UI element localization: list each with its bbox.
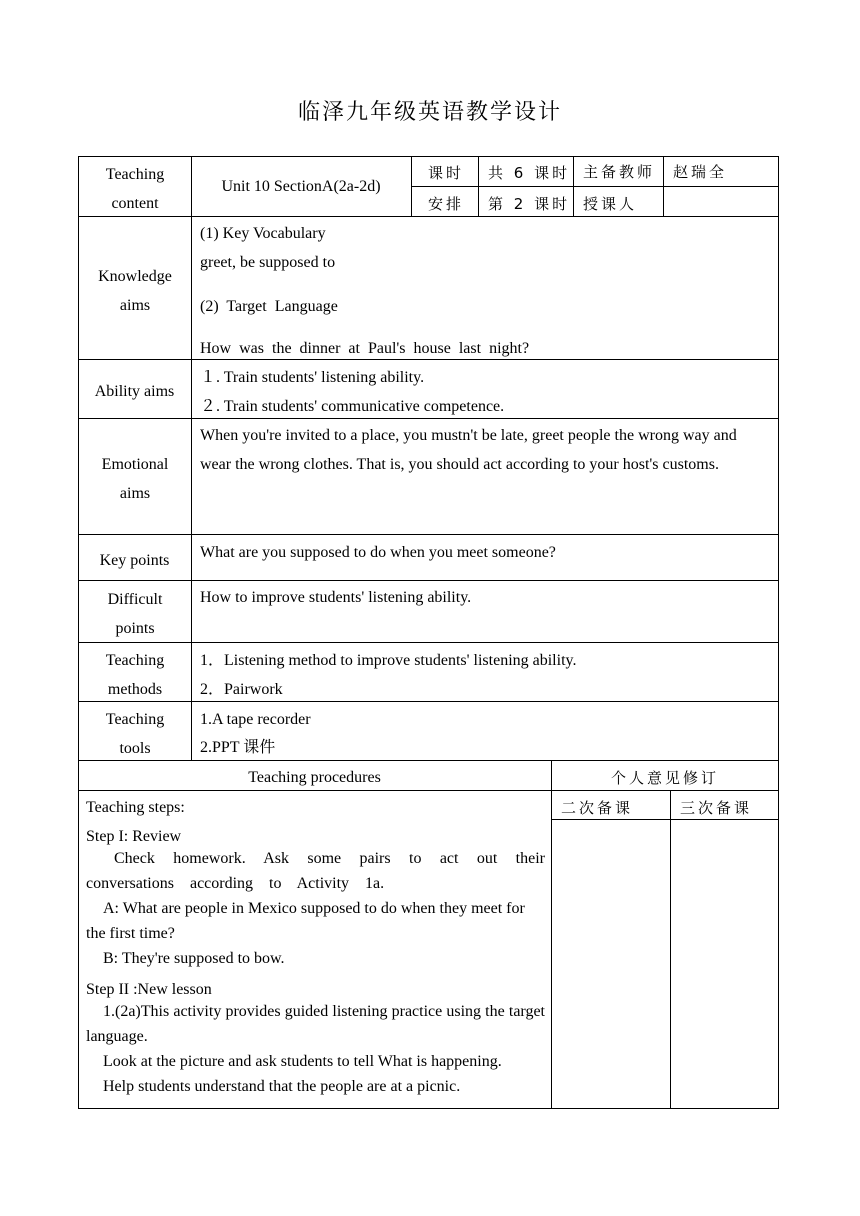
tools-label: Teaching tools <box>105 711 165 757</box>
lead-teacher-label: 主备教师 <box>583 163 656 181</box>
step2-help: Help students understand that the people are at a picnic. <box>103 1078 461 1095</box>
content-value: Unit 10 SectionA(2a-2d) <box>221 178 381 195</box>
knowledge-line-4: How was the dinner at Paul's house last night? <box>200 340 530 357</box>
knowledge-line-1: (1) Key Vocabulary <box>200 225 326 242</box>
methods-line-1: 1．Listening method to improve students' listening ability. <box>200 652 577 669</box>
schedule-label-1: 课时 <box>428 164 465 182</box>
difficult-label: Difficult points <box>107 591 163 637</box>
ability-line-1: １. Train students' listening ability. <box>200 369 425 386</box>
step1-answer: B: They're supposed to bow. <box>103 950 285 967</box>
methods-line-2: 2．Pairwork <box>200 681 283 698</box>
step2-title: Step II :New lesson <box>86 981 212 998</box>
lead-teacher-value: 赵瑞全 <box>673 163 728 181</box>
procedures-header: Teaching procedures <box>248 769 381 786</box>
revision-header: 个人意见修订 <box>610 769 719 787</box>
key-points-text: What are you supposed to do when you meet someone? <box>200 544 556 561</box>
tools-line-2: 2.PPT 课件 <box>200 739 276 756</box>
knowledge-line-2: greet, be supposed to <box>200 254 336 271</box>
step1-title: Step I: Review <box>86 828 182 845</box>
ability-line-2: ２. Train students' communicative competence. <box>200 398 505 415</box>
schedule-label-2: 安排 <box>428 195 465 213</box>
methods-label: Teaching methods <box>105 652 165 698</box>
page-title: 临泽九年级英语教学设计 <box>297 100 562 125</box>
key-points-label: Key points <box>99 552 170 569</box>
total-lessons: 共 6 课时 <box>488 164 571 182</box>
step1-text: Check homework. Ask some pairs to act out their conversations according to Activity 1a. <box>86 850 545 892</box>
content-label: Teaching content <box>105 166 165 212</box>
tools-line-1: 1.A tape recorder <box>200 711 311 728</box>
emotional-label: Emotional aims <box>101 456 169 502</box>
emotional-text: When you're invited to a place, you mustn't be late, greet people the wrong way and wear the wrong clothes. That is, you should act according to your host's customs. <box>200 427 737 473</box>
ability-label: Ability aims <box>94 383 175 400</box>
step2-text: 1.(2a)This activity provides guided listening practice using the target language. <box>86 1003 545 1045</box>
steps-title: Teaching steps: <box>86 799 185 816</box>
third-prep-label: 三次备课 <box>680 799 753 817</box>
step2-look: Look at the picture and ask students to tell What is happening. <box>103 1053 502 1070</box>
knowledge-line-3: (2) Target Language <box>200 298 338 315</box>
current-lesson: 第 2 课时 <box>488 195 571 213</box>
instructor-label: 授课人 <box>583 195 638 213</box>
step1-question: A: What are people in Mexico supposed to do when they meet for the first time? <box>86 900 525 942</box>
second-prep-label: 二次备课 <box>561 799 634 817</box>
difficult-text: How to improve students' listening ability. <box>200 589 472 606</box>
knowledge-label: Knowledge aims <box>98 268 172 314</box>
